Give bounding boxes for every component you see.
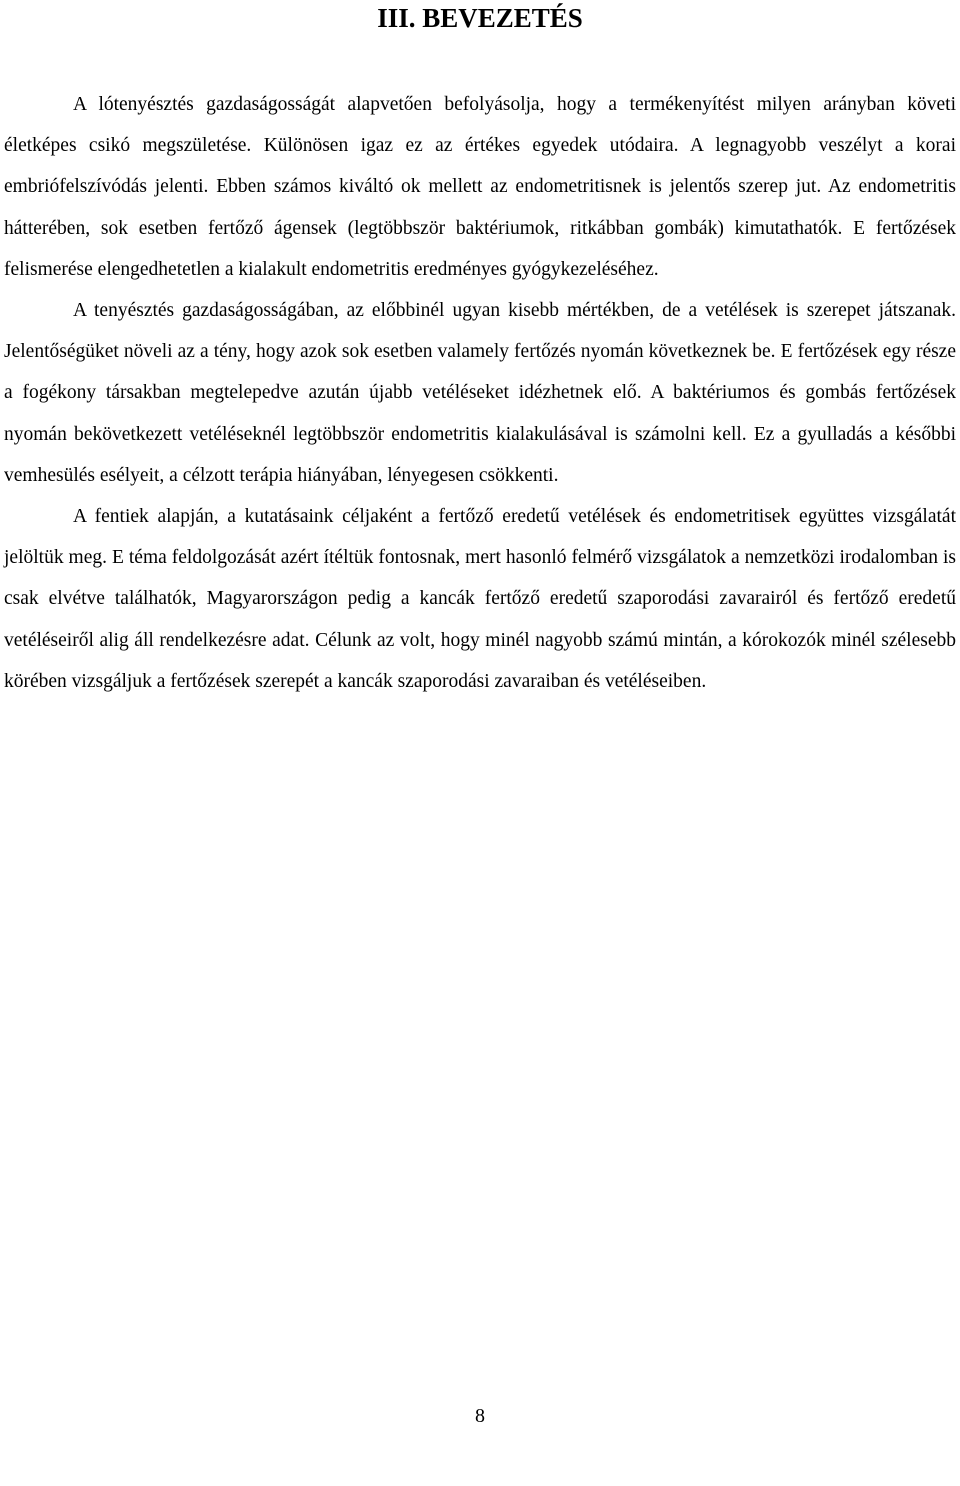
paragraph-intro: A lótenyésztés gazdaságosságát alapvetően befolyásolja, hogy a termékenyítést milyen arányban követi életképes csikó megszületése. Különösen igaz ez az értékes egyedek utódaira. A legnagyobb veszélyt a korai embriófelszívódás jelenti. Ebben számos kiváltó ok mellett az endometritisnek is jelentős szerep jut. Az endometritis hátterében, sok esetben fertőző ágensek (legtöbbször baktériumok, ritkábban gombák) kimutathatók. E fertőzések felismerése elengedhetetlen a kialakult endometritis eredményes gyógykezeléséhez. [4,94,956,280]
paragraph-aims: A fentiek alapján, a kutatásaink céljaként a fertőző eredetű vetélések és endometritisek együttes vizsgálatát jelöltük meg. E téma feldolgozását azért ítéltük fontosnak, mert hasonló felmérő vizsgálatok a nemzetközi irodalomban is csak elvétve találhatók, Magyarországon pedig a kancák fertőző eredetű szaporodási zavarairól és fertőző eredetű vetéléseiről alig áll rendelkezésre adat. Célunk az volt, hogy minél nagyobb számú mintán, a kórokozók minél szélesebb körében vizsgáljuk a fertőzések szerepét a kancák szaporodási zavaraiban és vetéléseiben. [4,506,956,692]
paragraph-abortion: A tenyésztés gazdaságosságában, az előbbinél ugyan kisebb mértékben, de a vetélések is szerepet játszanak. Jelentőségüket növeli az a tény, hogy azok sok esetben valamely fertőzés nyomán következnek be. E fertőzések egy része a fogékony társakban megtelepedve azután újabb vetéléseket idézhetnek elő. A baktériumos és gombás fertőzések nyomán bekövetkezett vetéléseknél legtöbbször endometritis kialakulásával is számolni kell. Ez a gyulladás a későbbi vemhesülés esélyeit, a célzott terápia hiányában, lényegesen csökkenti. [4,300,956,486]
body-text [4,84,956,702]
page-title: III. BEVEZETÉS [377,3,583,33]
page-number: 8 [475,1405,485,1427]
